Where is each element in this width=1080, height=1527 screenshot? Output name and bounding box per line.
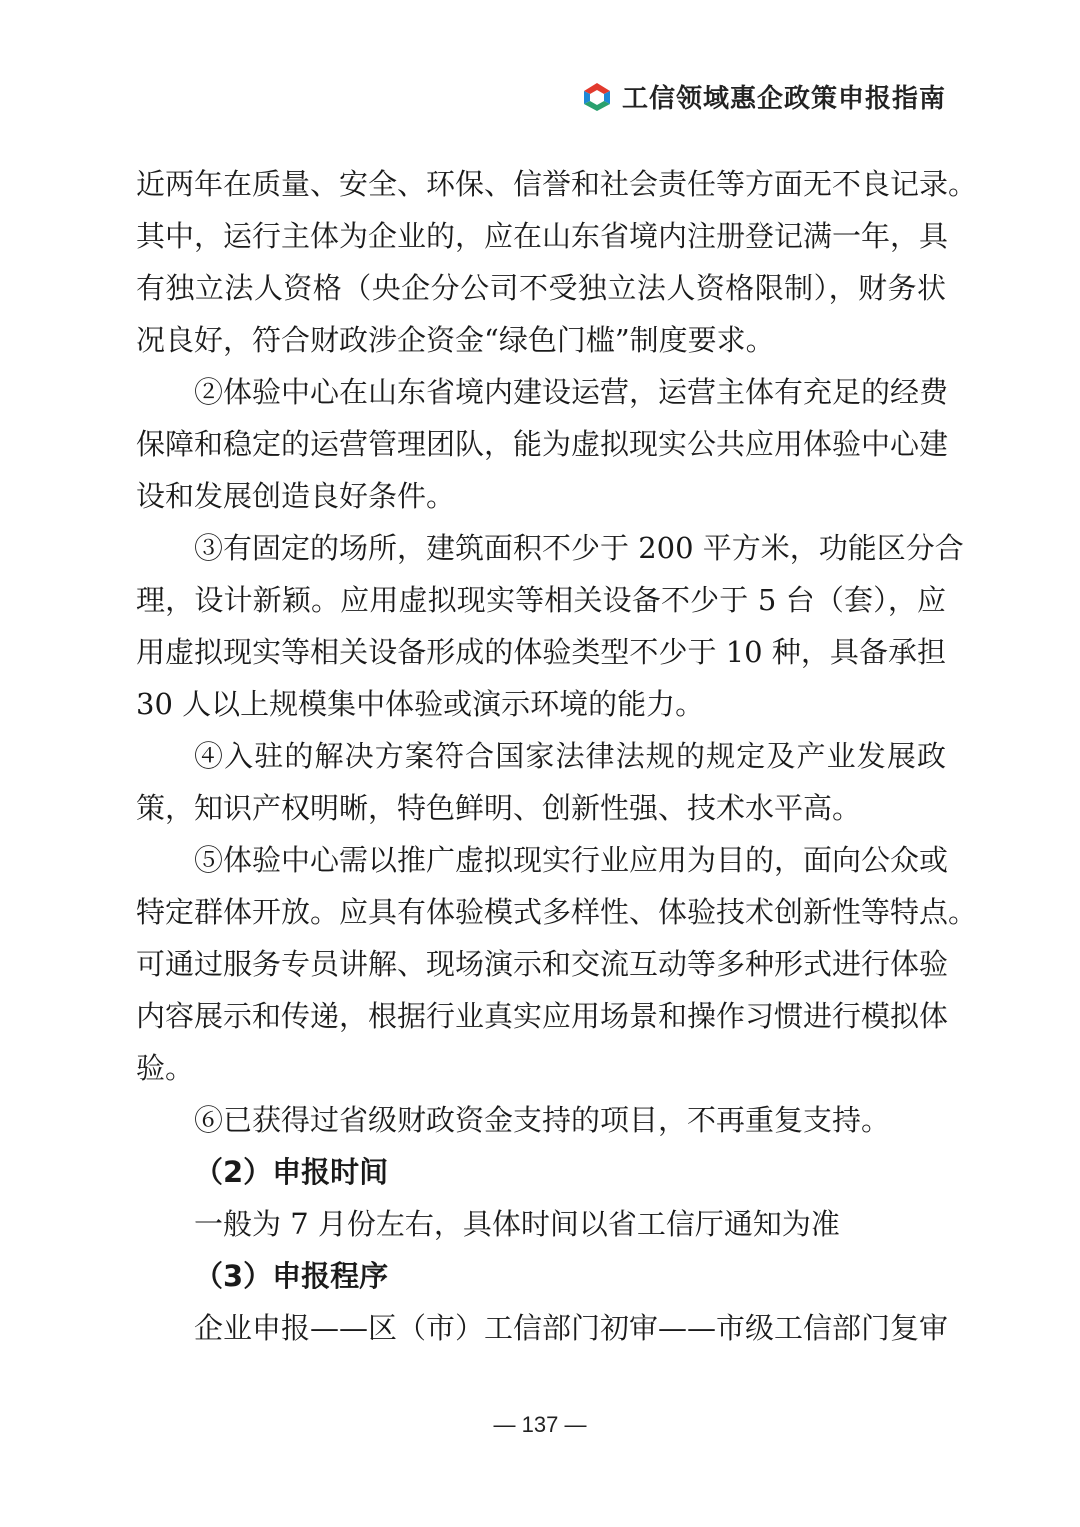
text-line: ⑤体验中心需以推广虚拟现实行业应用为目的，面向公众或 (194, 843, 949, 877)
text-line: 其中，运行主体为企业的，应在山东省境内注册登记满一年，具 (136, 219, 949, 253)
text-line: 30 人以上规模集中体验或演示环境的能力。 (136, 687, 705, 721)
text-line: 况良好，符合财政涉企资金“绿色门槛”制度要求。 (136, 323, 775, 357)
page-header (580, 74, 946, 118)
text-line: 内容展示和传递，根据行业真实应用场景和操作习惯进行模拟体 (136, 999, 949, 1033)
text-line: ③有固定的场所，建筑面积不少于 200 平方米，功能区分合 (194, 531, 964, 565)
text-line: 保障和稳定的运营管理团队，能为虚拟现实公共应用体验中心建 (136, 427, 949, 461)
text-line: ⑥已获得过省级财政资金支持的项目，不再重复支持。 (194, 1103, 891, 1137)
paragraph-6 (136, 1094, 946, 1146)
application-time-text: 一般为 7 月份左右，具体时间以省工信厅通知为准 (194, 1207, 840, 1241)
paragraph-3 (136, 522, 964, 730)
text-line: ②体验中心在山东省境内建设运营，运营主体有充足的经费 (194, 375, 949, 409)
text-line: 设和发展创造良好条件。 (136, 479, 456, 513)
text-line: 策，知识产权明晰，特色鲜明、创新性强、技术水平高。 (136, 791, 862, 825)
paragraph-2 (136, 366, 949, 522)
text-line: 近两年在质量、安全、环保、信誉和社会责任等方面无不良记录。 (136, 167, 978, 201)
text-line: 特定群体开放。应具有体验模式多样性、体验技术创新性等特点。 (136, 895, 978, 929)
text-line: 可通过服务专员讲解、现场演示和交流互动等多种形式进行体验 (136, 947, 949, 981)
text-line: 理，设计新颖。应用虚拟现实等相关设备不少于 5 台（套），应 (136, 583, 946, 617)
page-number: — 137 — (493, 1412, 587, 1437)
section-heading-application-time: （2）申报时间 (194, 1155, 389, 1189)
section-heading-application-procedure: （3）申报程序 (194, 1259, 389, 1293)
text-line: 验。 (136, 1051, 195, 1085)
logo-icon (580, 79, 614, 113)
paragraph-1 (136, 158, 978, 366)
header-title: 工信领域惠企政策申报指南 (621, 83, 946, 114)
text-line: ④入驻的解决方案符合国家法律法规的规定及产业发展政 (194, 739, 946, 773)
text-line: 有独立法人资格（央企分公司不受独立法人资格限制），财务状 (136, 271, 946, 305)
text-line: 用虚拟现实等相关设备形成的体验类型不少于 10 种，具备承担 (136, 635, 946, 669)
application-procedure-text: 企业申报——区（市）工信部门初审——市级工信部门复审 (194, 1311, 949, 1345)
page-content (136, 158, 978, 1354)
paragraph-4 (136, 730, 946, 834)
paragraph-5 (136, 834, 978, 1094)
